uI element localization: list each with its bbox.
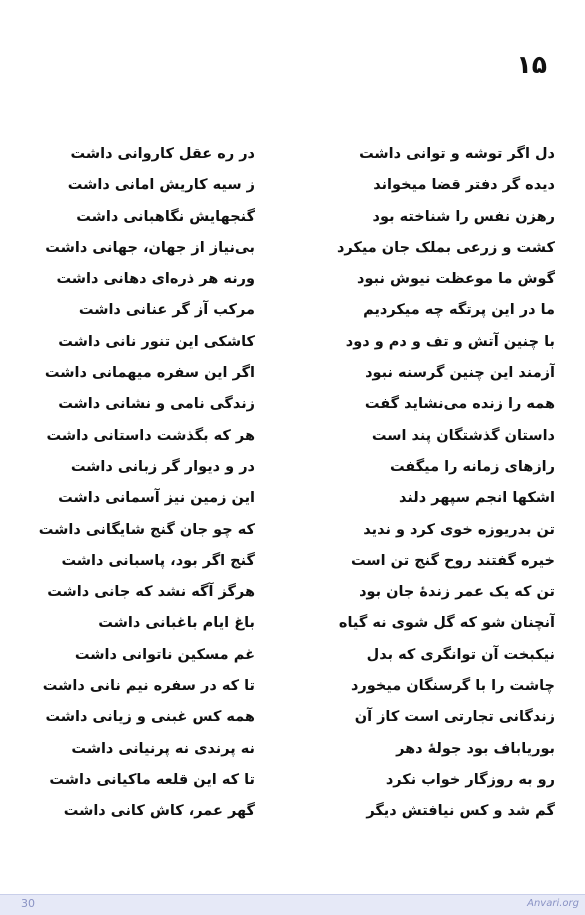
poem-line: مرکب آز گر عنانی داشت (78, 302, 255, 319)
poem-line: کاشکی این تنور نانی داشت (58, 333, 255, 350)
footer-page-number: 30 (21, 897, 35, 910)
poem-line: هر که بگذشت داستانی داشت (46, 427, 255, 444)
poem-line: که چو جان گنج شایگانی داشت (38, 521, 255, 538)
poem-line: دل اگر توشه و توانی داشت (359, 146, 555, 162)
poem-line: رهزن نفس را شناخته بود (372, 208, 555, 225)
poem-line: دیده گر دفتر قضا میخواند (373, 177, 555, 194)
poem-right-column (305, 139, 555, 828)
poem-line: ز سیه کاریش امانی داشت (67, 177, 255, 194)
poem-line: گم شد و کس نیافتش دیگر (366, 803, 555, 820)
poem-line: باغ ایام باغبانی داشت (98, 615, 255, 632)
poem-line: نیکبخت آن توانگری که بدل (366, 646, 555, 663)
poem-line: چاشت را با گرسنگان میخورد (350, 678, 555, 695)
poem-line: اشکها انجم سپهر دلند (398, 490, 555, 507)
poem-line: تا که در سفره نیم نانی داشت (42, 678, 255, 695)
poem-left-column (5, 139, 255, 828)
poem-line: زندگانی تجارتی است کاز آن (354, 709, 555, 726)
poem-line: آزمند این چنین گرسنه نبود (365, 365, 555, 382)
page-number: ۱۵ (516, 50, 547, 79)
poem-line: همه را زنده می‌نشاید گفت (364, 396, 555, 413)
poem-line: کشت و زرعی بملک جان میکرد (336, 239, 555, 256)
poem-line: گهر عمر، کاش کانی داشت (63, 803, 255, 820)
poem-line: زندگی نامی و نشانی داشت (58, 396, 255, 413)
poem-line: همه کس غبنی و زیانی داشت (45, 709, 255, 726)
poem-line: خیره گفتند روح گنج تن است (351, 552, 555, 569)
poem-line: نه پرندی نه پرنیانی داشت (71, 740, 255, 757)
poem-line: رازهای زمانه را میگفت (389, 458, 555, 475)
poem-line: رو به روزگار خواب نکرد (385, 771, 555, 788)
poem-line: با چنین آتش و تف و دم و دود (345, 333, 555, 350)
poem-line: تا که این قلعه ماکیانی داشت (49, 771, 255, 788)
poem-line: اگر این سفره میهمانی داشت (44, 365, 255, 382)
footer-bar (0, 894, 585, 915)
poem-line: بوریاباف بود جولهٔ دهر (396, 740, 555, 757)
poem-line: گوش ما موعظت نیوش نبود (357, 271, 555, 288)
poem-line: آنچنان شو که گل شوی نه گیاه (338, 615, 555, 632)
footer-site-label: Anvari.org (527, 898, 579, 909)
poem-line: گنجهایش نگاهبانی داشت (76, 208, 255, 225)
poem-line: تن که یک عمر زندهٔ جان بود (359, 584, 555, 601)
poem-line: داستان گذشتگان پند است (371, 427, 555, 444)
poem-line: در و دیوار گر زبانی داشت (70, 458, 255, 475)
poem-line: ما در این پرتگه چه میکردیم (363, 302, 555, 319)
poem-line: گنج اگر بود، پاسبانی داشت (61, 552, 255, 569)
poem-line: تن بدریوزه خوی کرد و ندید (363, 521, 555, 538)
poem-line: بی‌نیاز از جهان، جهانی داشت (45, 239, 255, 256)
poem-line: غم مسکین ناتوانی داشت (74, 646, 255, 663)
poem-line: هرگز آگه نشد که جانی داشت (47, 584, 255, 601)
poem-line: ورنه هر ذره‌ای دهانی داشت (56, 271, 255, 288)
poem-line: این زمین نیز آسمانی داشت (58, 490, 255, 507)
poem-line: در ره عقل کاروانی داشت (70, 146, 255, 162)
